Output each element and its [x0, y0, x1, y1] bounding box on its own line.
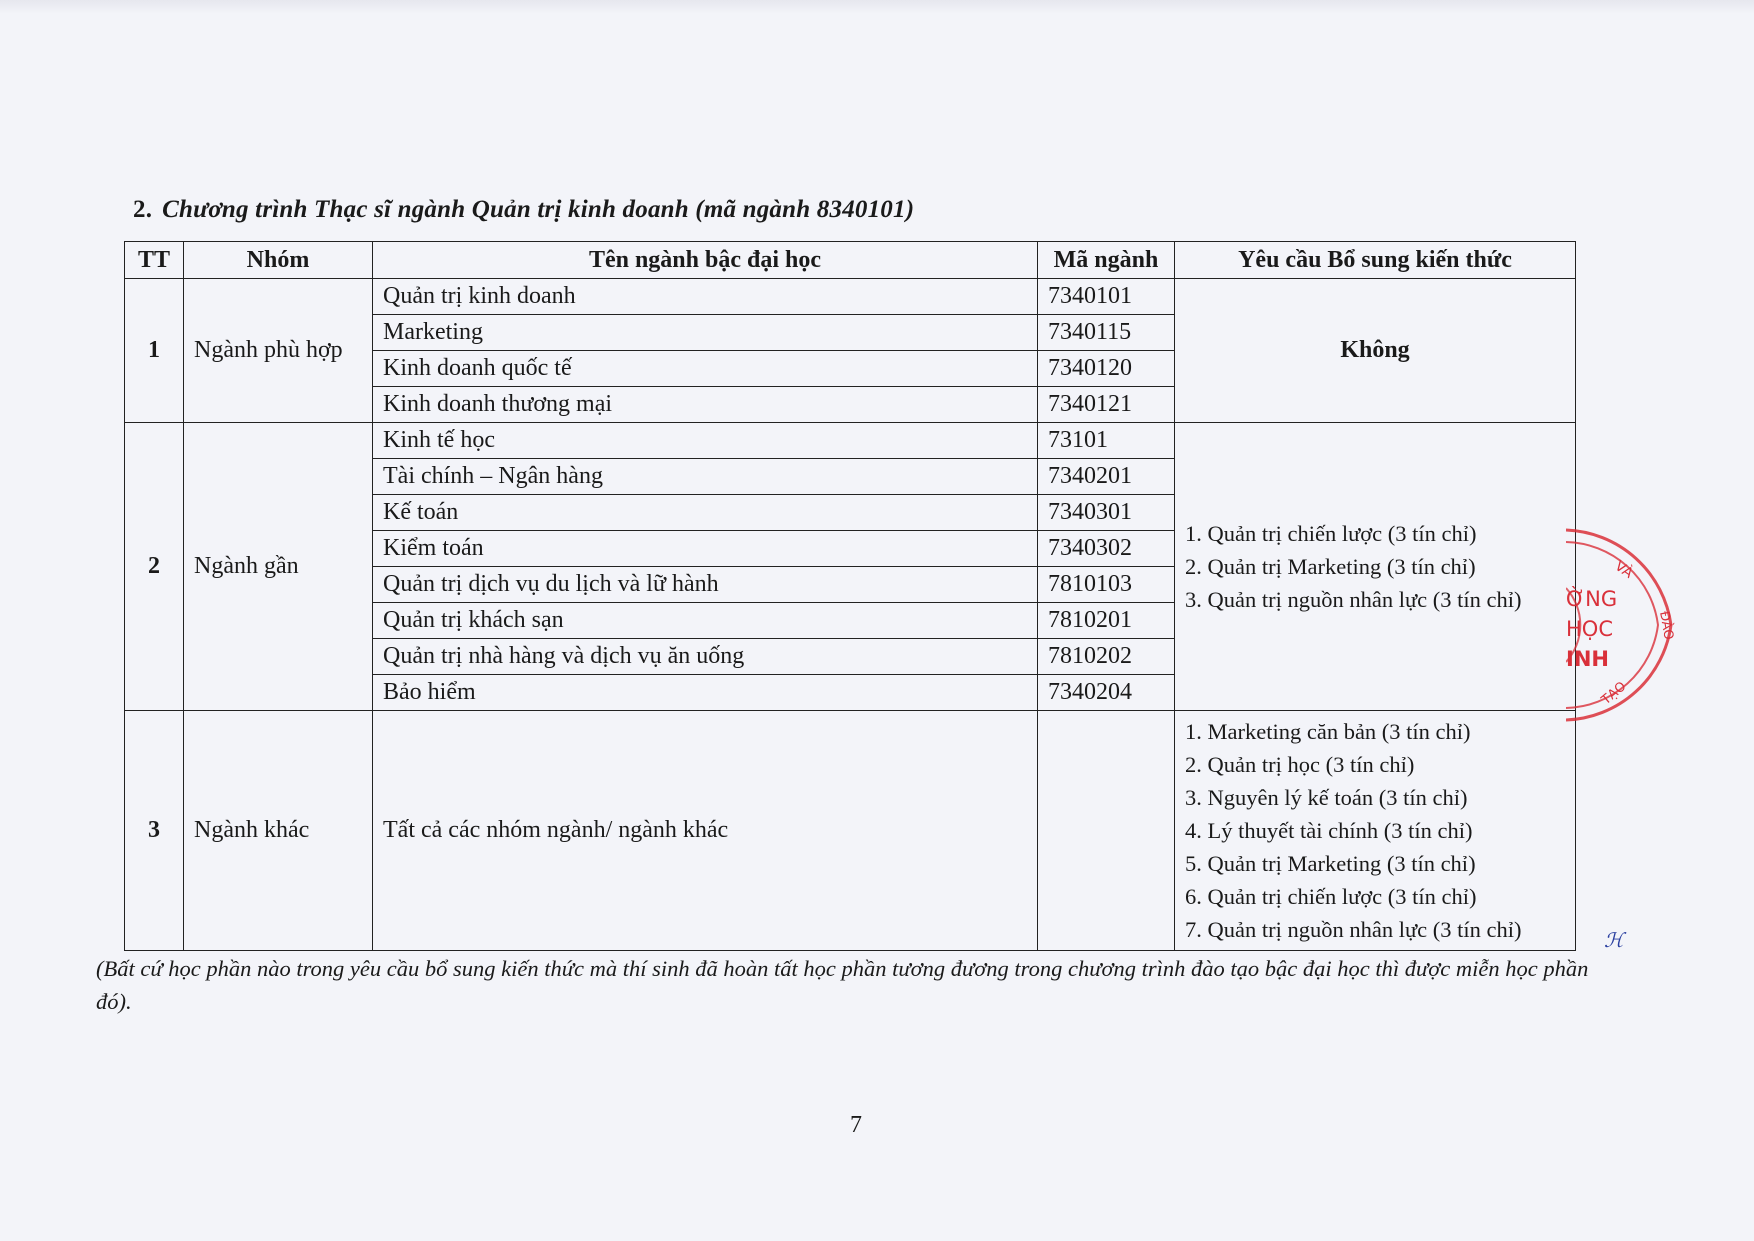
major-code: 73101: [1038, 423, 1175, 459]
table-row: [125, 423, 1576, 459]
major-name: Quản trị dịch vụ du lịch và lữ hành: [373, 567, 1038, 603]
major-code: 7340101: [1038, 279, 1175, 315]
header-requirement: Yêu cầu Bổ sung kiến thức: [1175, 242, 1576, 279]
group-tt: 1: [125, 279, 184, 423]
section-number: 2.: [133, 196, 153, 223]
major-code: 7340201: [1038, 459, 1175, 495]
requirement-item: 3. Nguyên lý kế toán (3 tín chỉ): [1185, 785, 1468, 810]
major-name: Bảo hiểm: [373, 675, 1038, 711]
page-number: 7: [850, 1112, 862, 1138]
major-code: 7340302: [1038, 531, 1175, 567]
group-name: Ngành phù hợp: [184, 279, 373, 423]
major-name: Tài chính – Ngân hàng: [373, 459, 1038, 495]
requirement-list: [1175, 423, 1576, 711]
major-name: Kế toán: [373, 495, 1038, 531]
major-code: 7340121: [1038, 387, 1175, 423]
section-title: Chương trình Thạc sĩ ngành Quản trị kinh doanh (mã ngành 8340101): [162, 196, 915, 223]
stamp-arc-bottom: TẠO: [1598, 679, 1630, 709]
major-code: 7340301: [1038, 495, 1175, 531]
stamp-line-2: HỌC: [1566, 617, 1613, 641]
header-group: Nhóm: [184, 242, 373, 279]
footnote: (Bất cứ học phần nào trong yêu cầu bổ sung kiến thức mà thí sinh đã hoàn tất học phần tương đương trong chương trình đào tạo bậc đại học thì được miễn học phần đó).: [96, 956, 1589, 1014]
header-code: Mã ngành: [1038, 242, 1175, 279]
major-name: Marketing: [373, 315, 1038, 351]
requirement-item: 2. Quản trị học (3 tín chỉ): [1185, 752, 1415, 777]
group-name: Ngành gần: [184, 423, 373, 711]
table-row: [125, 279, 1576, 315]
stamp-arc-right: ĐÀO: [1656, 610, 1676, 642]
major-code: 7810103: [1038, 567, 1175, 603]
major-name: Kinh tế học: [373, 423, 1038, 459]
requirement-item: 1. Quản trị chiến lược (3 tín chỉ): [1185, 521, 1477, 546]
major-code: 7810201: [1038, 603, 1175, 639]
official-seal-stamp: [1566, 520, 1746, 730]
scan-top-edge: [0, 0, 1754, 14]
requirement-list: [1175, 711, 1576, 951]
requirement-item: 2. Quản trị Marketing (3 tín chỉ): [1185, 554, 1476, 579]
requirement-item: 1. Marketing căn bản (3 tín chỉ): [1185, 719, 1471, 744]
major-code: [1038, 711, 1175, 951]
requirement-item: 6. Quản trị chiến lược (3 tín chỉ): [1185, 884, 1477, 909]
requirement-item: 7. Quản trị nguồn nhân lực (3 tín chỉ): [1185, 917, 1522, 942]
major-code: 7810202: [1038, 639, 1175, 675]
requirement-item: 5. Quản trị Marketing (3 tín chỉ): [1185, 851, 1476, 876]
major-name: Kiểm toán: [373, 531, 1038, 567]
major-name: Kinh doanh quốc tế: [373, 351, 1038, 387]
header-tt: TT: [125, 242, 184, 279]
major-name: Quản trị nhà hàng và dịch vụ ăn uống: [373, 639, 1038, 675]
stamp-line-3: INH: [1566, 647, 1609, 671]
major-name: Quản trị khách sạn: [373, 603, 1038, 639]
handwritten-initials: ℋ: [1604, 930, 1624, 952]
requirement-item: 3. Quản trị nguồn nhân lực (3 tín chỉ): [1185, 587, 1522, 612]
requirement-item: 4. Lý thuyết tài chính (3 tín chỉ): [1185, 818, 1473, 843]
program-requirements-table: [124, 241, 1576, 951]
stamp-arc-left: VÀ: [1611, 558, 1636, 582]
table-row: [125, 711, 1576, 951]
major-name: Kinh doanh thương mại: [373, 387, 1038, 423]
group-name: Ngành khác: [184, 711, 373, 951]
section-heading: [133, 196, 914, 224]
group-tt: 3: [125, 711, 184, 951]
major-name: Quản trị kinh doanh: [373, 279, 1038, 315]
major-name: Tất cả các nhóm ngành/ ngành khác: [373, 711, 1038, 951]
requirement-none: Không: [1175, 279, 1576, 423]
major-code: 7340120: [1038, 351, 1175, 387]
major-code: 7340204: [1038, 675, 1175, 711]
group-tt: 2: [125, 423, 184, 711]
table-header-row: [125, 242, 1576, 279]
major-code: 7340115: [1038, 315, 1175, 351]
header-name: Tên ngành bậc đại học: [373, 242, 1038, 279]
stamp-line-1: ỜNG: [1566, 587, 1618, 611]
